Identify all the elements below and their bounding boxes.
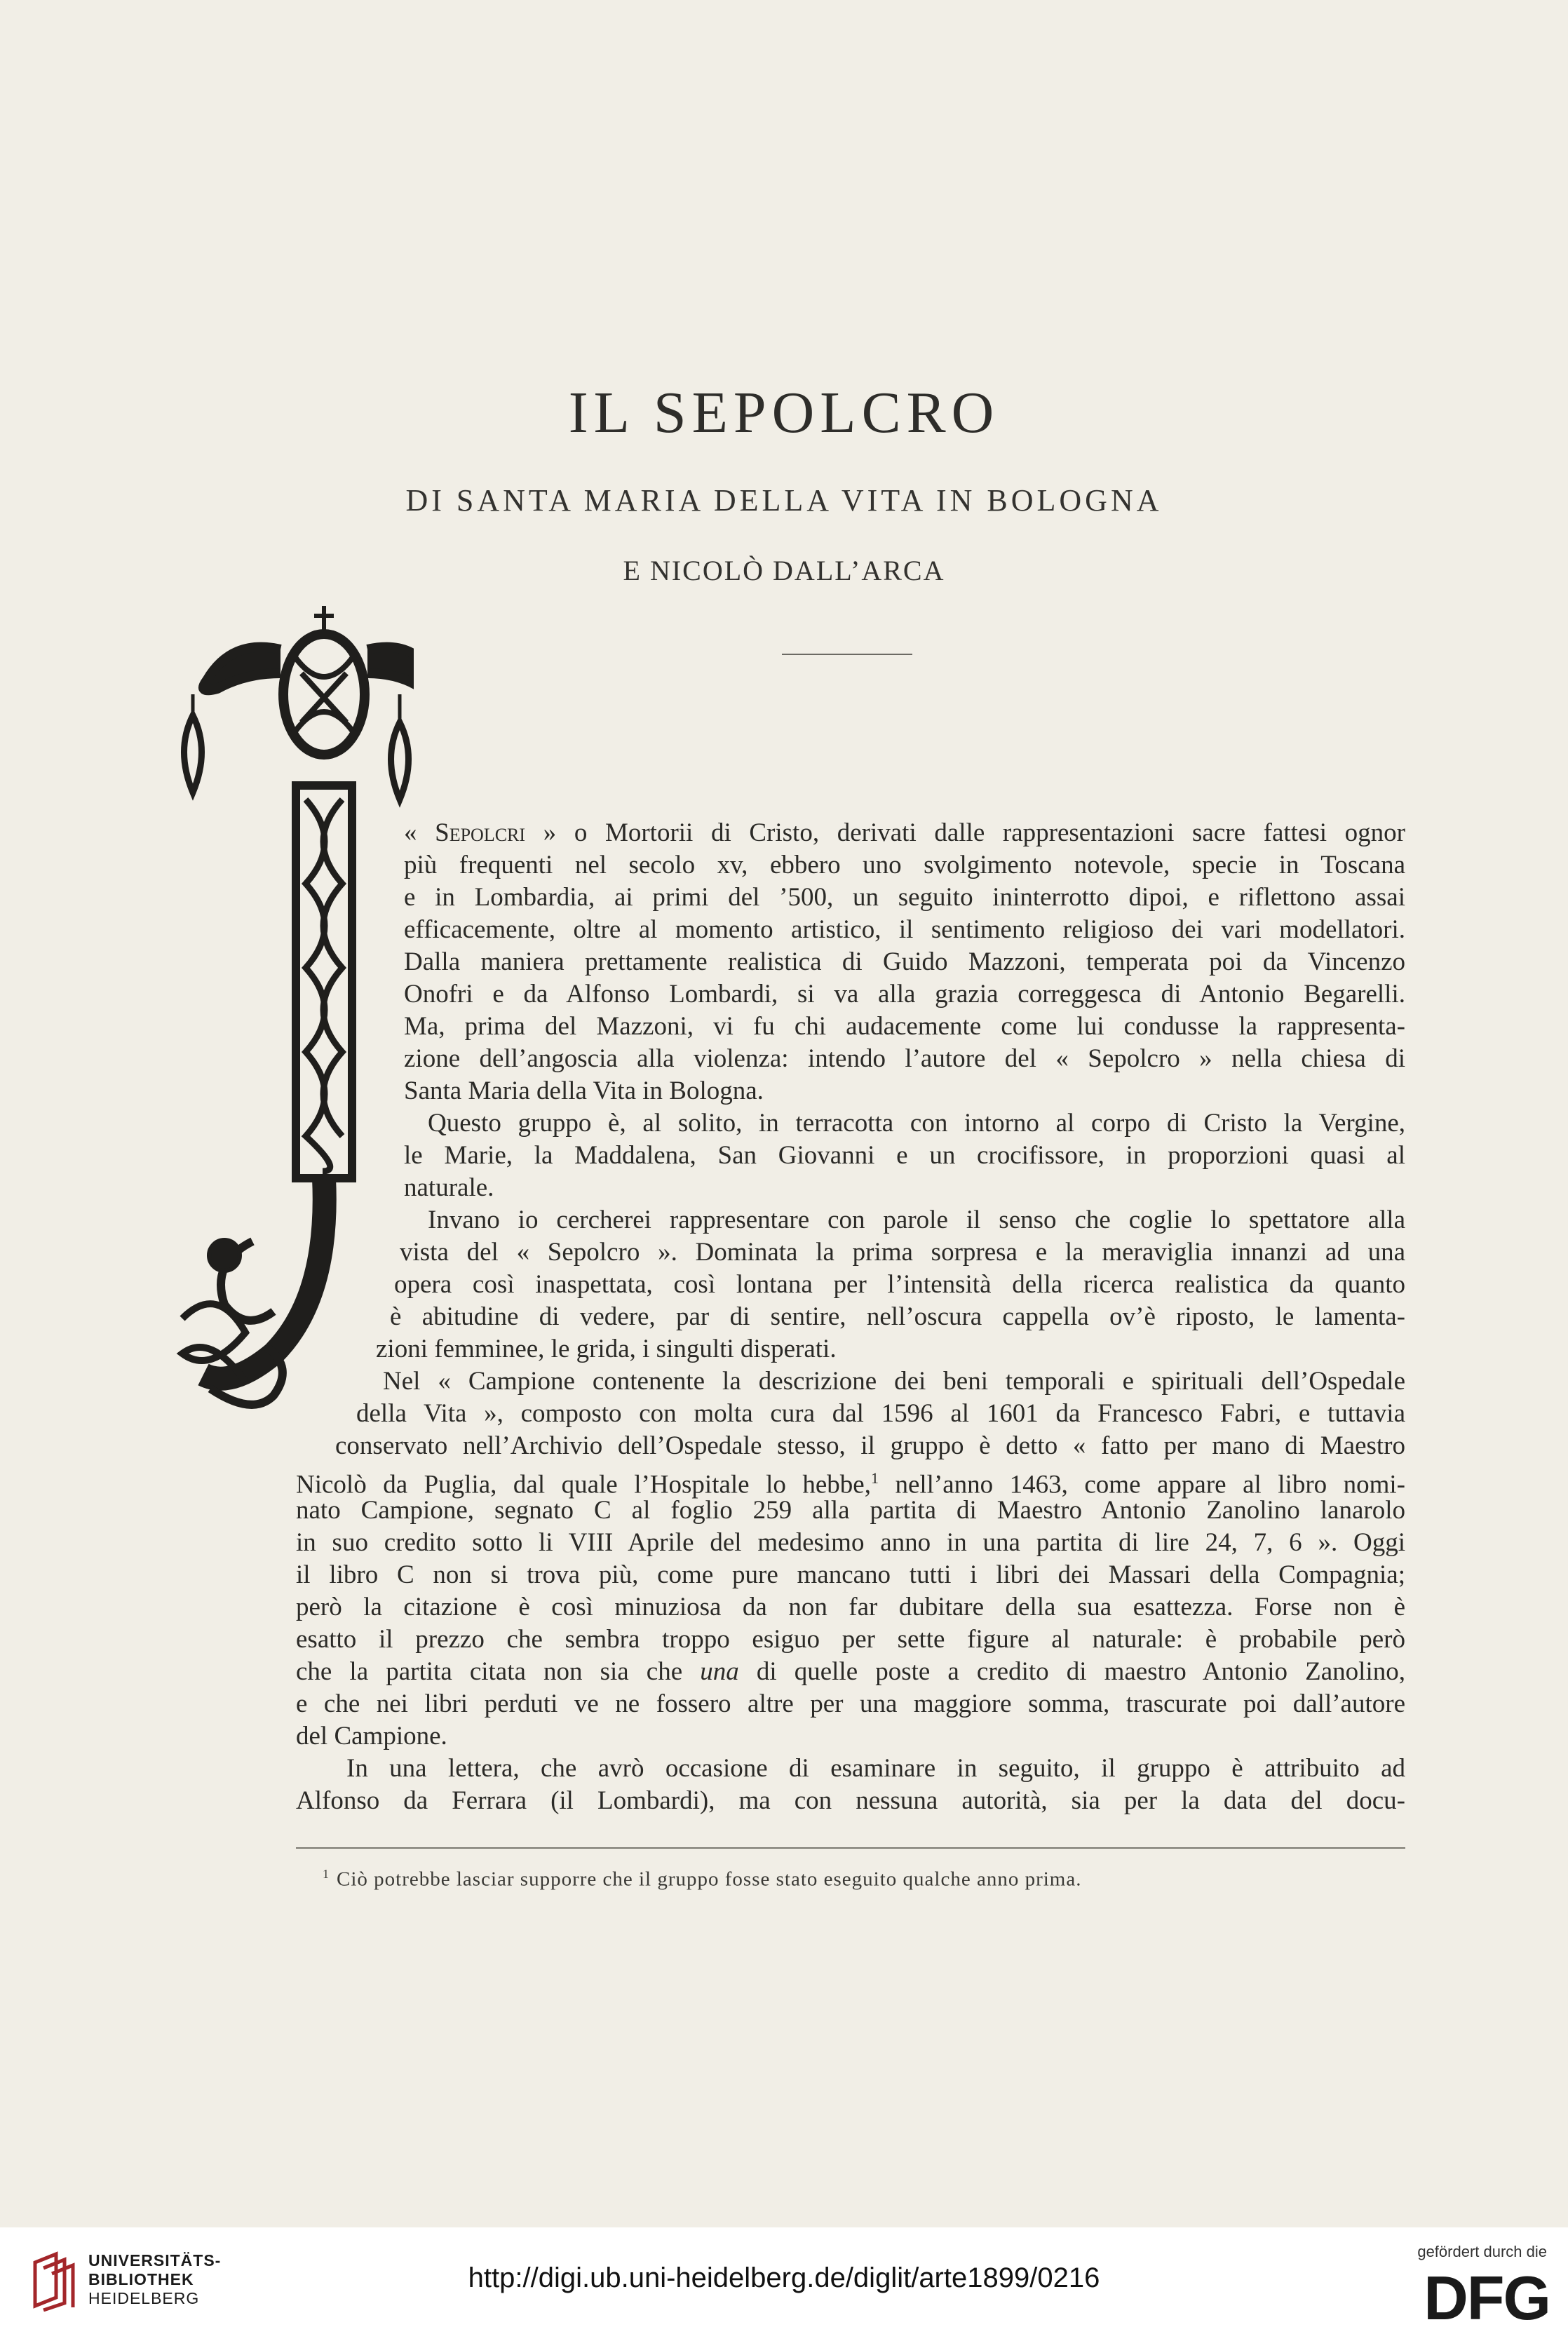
text-line: Santa Maria della Vita in Bologna. [404, 1077, 764, 1105]
text-line: in suo credito sotto li VIII Aprile del medesimo anno in una partita di lire 24, 7, 6 ». Oggi [296, 1528, 1405, 1557]
digitization-footer [0, 2227, 1568, 2334]
text-line: In una lettera, che avrò occasione di esaminare in seguito, il gruppo è attribuito ad [346, 1754, 1405, 1783]
text-line [404, 816, 1405, 850]
italic-word: una [700, 1657, 739, 1686]
funding-caption: gefördert durch die [1417, 2243, 1547, 2260]
dfg-logo: DFG [1424, 2263, 1550, 2333]
library-name-line: BIBLIOTHEK [88, 2270, 194, 2288]
text-line: Questo gruppo è, al solito, in terracotta con intorno al corpo di Cristo la Vergine, [428, 1109, 1405, 1138]
text-line: Ma, prima del Mazzoni, vi fu chi audacemente come lui condusse la rappresenta- [404, 1012, 1405, 1041]
text-line [296, 1655, 1405, 1689]
article-byline: E NICOLÒ DALL’ARCA [623, 555, 945, 586]
text-line: Alfonso da Ferrara (il Lombardi), ma con nessuna autorità, sia per la data del docu- [296, 1786, 1405, 1815]
opening-small-caps: « Sepolcri » [404, 818, 557, 847]
text-fragment: o Mortorii di Cristo, derivati dalle rappresentazioni sacre fattesi ognor [556, 818, 1405, 847]
text-line: Dalla maniera prettamente realistica di Guido Mazzoni, temperata poi da Vincenzo [404, 947, 1405, 976]
text-line: Onofri e da Alfonso Lombardi, si va alla grazia correggesca di Antonio Begarelli. [404, 980, 1405, 1009]
text-line: e in Lombardia, ai primi del ’500, un seguito ininterrotto dipoi, e riflettono assai [404, 883, 1405, 912]
footnote-number: 1 [323, 1867, 330, 1881]
text-line [296, 1462, 1406, 1499]
text-line: opera così inaspettata, così lontana per l’intensità della ricerca realistica da quanto [394, 1270, 1405, 1299]
footnote-marker: 1 [870, 1469, 879, 1487]
text-fragment: nell’anno 1463, come appare al libro nomi- [878, 1470, 1406, 1499]
text-line: le Marie, la Maddalena, San Giovanni e un crocifissore, in proporzioni quasi al [404, 1141, 1405, 1170]
text-fragment: che la partita citata non sia che [296, 1657, 701, 1686]
library-name-line: HEIDELBERG [88, 2289, 200, 2307]
text-line: vista del « Sepolcro ». Dominata la prima sorpresa e la meraviglia innanzi ad una [400, 1238, 1405, 1267]
text-line: naturale. [404, 1173, 494, 1202]
text-line: esatto il prezzo che sembra troppo esiguo per sette figure al naturale: è probabile però [296, 1625, 1405, 1654]
text-line: zione dell’angoscia alla violenza: intendo l’autore del « Sepolcro » nella chiesa di [404, 1044, 1405, 1073]
text-line: è abitudine di vedere, par di sentire, nell’oscura cappella ov’è riposto, le lamenta- [390, 1302, 1405, 1331]
library-name-line: UNIVERSITÄTS- [88, 2251, 222, 2269]
article-title: IL SEPOLCRO [568, 380, 1000, 445]
text-fragment: Nicolò da Puglia, dal quale l’Hospitale lo hebbe, [296, 1470, 871, 1499]
text-line: però la citazione è così minuziosa da non far dubitare della sua esattezza. Forse non è [296, 1593, 1405, 1621]
text-fragment: di quelle poste a credito di maestro Antonio Zanolino, [738, 1657, 1405, 1686]
text-line: più frequenti nel secolo xv, ebbero uno svolgimento notevole, specie in Toscana [404, 851, 1405, 879]
text-line: e che nei libri perduti ve ne fossero altre per una maggiore somma, trascurate poi dall’autore [296, 1689, 1405, 1718]
text-line: conservato nell’Archivio dell’Ospedale stesso, il gruppo è detto « fatto per mano di Maestro [335, 1431, 1405, 1460]
text-line: efficacemente, oltre al momento artistico, il sentimento religioso dei vari modellatori. [404, 915, 1405, 944]
article-subtitle: DI SANTA MARIA DELLA VITA IN BOLOGNA [405, 483, 1163, 518]
text-line: Invano io cercherei rappresentare con parole il senso che coglie lo spettatore alla [428, 1206, 1405, 1234]
footnote-divider [296, 1847, 1405, 1849]
title-divider [782, 654, 912, 655]
text-line: il libro C non si trova più, come pure mancano tutti i libri dei Massari della Compagnia; [296, 1560, 1405, 1589]
text-line: della Vita », composto con molta cura dal 1596 al 1601 da Francesco Fabri, e tuttavia [356, 1399, 1405, 1428]
text-line: zioni femminee, le grida, i singulti disperati. [376, 1335, 837, 1363]
text-line: nato Campione, segnato C al foglio 259 alla partita di Maestro Antonio Zanolino lanarolo [296, 1496, 1405, 1525]
footnote [323, 1867, 1081, 1891]
text-line: Nel « Campione contenente la descrizione dei beni temporali e spirituali dell’Ospedale [383, 1367, 1405, 1396]
permalink-url[interactable]: http://digi.ub.uni-heidelberg.de/diglit/arte1899/0216 [468, 2262, 1100, 2293]
text-line: del Campione. [296, 1722, 447, 1750]
footnote-text: Ciò potrebbe lasciar supporre che il gruppo fosse stato eseguito qualche anno prima. [337, 1868, 1082, 1891]
